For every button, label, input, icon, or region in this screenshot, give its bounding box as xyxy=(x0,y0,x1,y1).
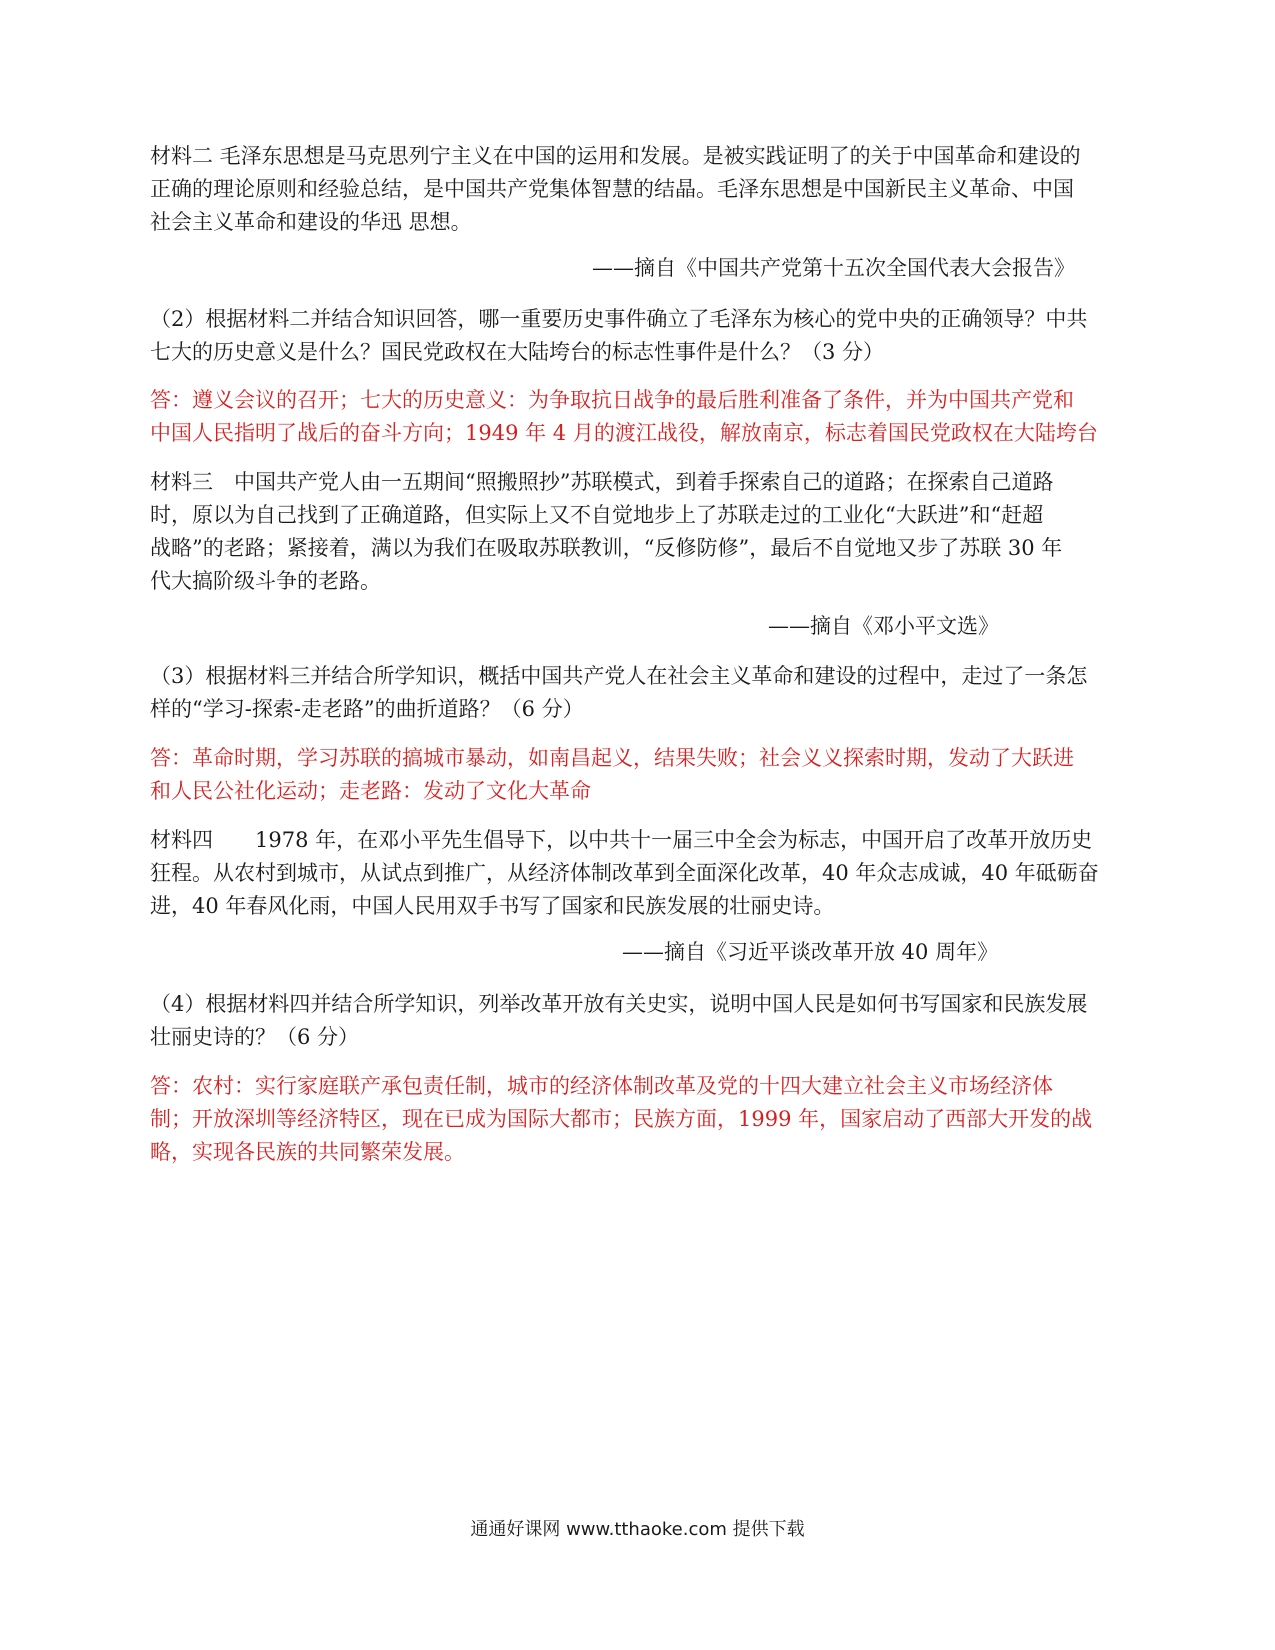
answer-four-line: 略，实现各民族的共同繁荣发展。 xyxy=(150,1140,465,1164)
material-three-paragraph xyxy=(150,466,1125,598)
answer-four-line: 制；开放深圳等经济特区，现在已成为国际大都市；民族方面，1999 年，国家启动了西部大开发的战 xyxy=(150,1107,1093,1131)
answer-two-line: 答：遵义会议的召开；七大的历史意义：为争取抗日战争的最后胜利准备了条件，并为中国共产党和 xyxy=(150,388,1074,412)
material-four-line: 狂程。从农村到城市，从试点到推广，从经济体制改革到全面深化改革，40 年众志成诚，40 年砥砺奋 xyxy=(150,861,1099,885)
material-four-paragraph xyxy=(150,824,1125,923)
material-three-line: 战略”的老路；紧接着，满以为我们在吸取苏联教训，“反修防修”，最后不自觉地又步了苏联 30 年 xyxy=(150,536,1063,560)
question-three-paragraph xyxy=(150,660,1125,726)
material-four-line: 材料四 1978 年，在邓小平先生倡导下，以中共十一届三中全会为标志，中国开启了改革开放历史 xyxy=(150,828,1093,852)
question-four-line: 壮丽史诗的？（6 分） xyxy=(150,1025,360,1049)
material-two-line: 社会主义革命和建设的华迅 思想。 xyxy=(150,210,472,234)
page-footer: 通通好课网 www.tthaoke.com 提供下载 xyxy=(470,1519,805,1540)
question-two-line: （2）根据材料二并结合知识回答，哪一重要历史事件确立了毛泽东为核心的党中央的正确领导？中共 xyxy=(150,307,1088,331)
question-four-line: （4）根据材料四并结合所学知识，列举改革开放有关史实，说明中国人民是如何书写国家和民族发展 xyxy=(150,992,1088,1016)
answer-two-paragraph xyxy=(150,384,1125,450)
material-three-source: ——摘自《邓小平文选》 xyxy=(768,614,999,638)
material-two-line: 正确的理论原则和经验总结，是中国共产党集体智慧的结晶。毛泽东思想是中国新民主义革命、中国 xyxy=(150,177,1074,201)
answer-four-paragraph xyxy=(150,1070,1125,1169)
answer-three-paragraph xyxy=(150,742,1125,808)
question-two-paragraph xyxy=(150,303,1125,369)
material-three-line: 时，原以为自己找到了正确道路，但实际上又不自觉地步上了苏联走过的工业化“大跃进”和“赶超 xyxy=(150,503,1044,527)
material-two-paragraph xyxy=(150,140,1125,239)
material-three-line: 代大搞阶级斗争的老路。 xyxy=(150,569,381,593)
material-two-source: ——摘自《中国共产党第十五次全国代表大会报告》 xyxy=(592,256,1075,280)
question-three-line: 样的“学习-探索-走老路”的曲折道路？（6 分） xyxy=(150,697,584,721)
answer-two-line: 中国人民指明了战后的奋斗方向；1949 年 4 月的渡江战役，解放南京，标志着国民党政权在大陆垮台 xyxy=(150,421,1098,445)
answer-three-line: 和人民公社化运动；走老路：发动了文化大革命 xyxy=(150,779,591,803)
question-two-line: 七大的历史意义是什么？国民党政权在大陆垮台的标志性事件是什么？（3 分） xyxy=(150,340,885,364)
material-two-line: 材料二 毛泽东思想是马克思列宁主义在中国的运用和发展。是被实践证明了的关于中国革命和建设的 xyxy=(150,144,1081,168)
question-four-paragraph xyxy=(150,988,1125,1054)
answer-three-line: 答：革命时期，学习苏联的搞城市暴动，如南昌起义，结果失败；社会义义探索时期，发动了大跃进 xyxy=(150,746,1074,770)
material-three-line: 材料三 中国共产党人由一五期间“照搬照抄”苏联模式，到着手探索自己的道路；在探索自己道路 xyxy=(150,470,1054,494)
answer-four-line: 答：农村：实行家庭联产承包责任制，城市的经济体制改革及党的十四大建立社会主义市场经济体 xyxy=(150,1074,1053,1098)
question-three-line: （3）根据材料三并结合所学知识，概括中国共产党人在社会主义革命和建设的过程中，走过了一条怎 xyxy=(150,664,1088,688)
material-four-source: ——摘自《习近平谈改革开放 40 周年》 xyxy=(622,940,999,964)
material-four-line: 进，40 年春风化雨，中国人民用双手书写了国家和民族发展的壮丽史诗。 xyxy=(150,894,835,918)
